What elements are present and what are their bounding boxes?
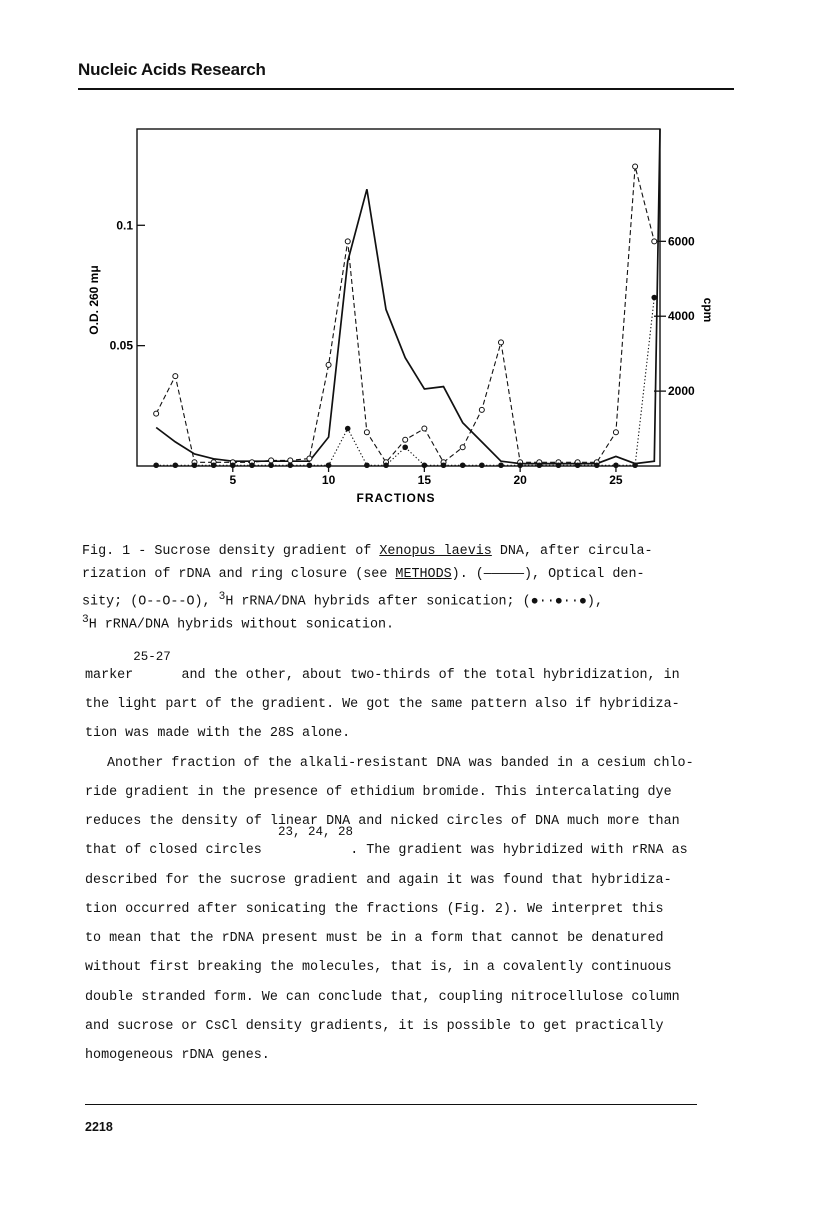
series-line-dashed: [156, 166, 654, 462]
caption-line: Fig. 1 - Sucrose density gradient of Xenopus laevis DNA, after circula-: [82, 544, 653, 559]
sucrose-gradient-figure: [0, 0, 816, 520]
filled-circle-point: [402, 444, 408, 450]
x-axis-label: FRACTIONS: [356, 491, 436, 505]
open-circle-point: [269, 458, 274, 463]
text-line: homogeneous rDNA genes.: [85, 1048, 270, 1063]
open-circle-point: [479, 407, 484, 412]
filled-circle-point: [345, 426, 351, 432]
text-line: reduces the density of linear DNA and nicked circles of DNA much more than: [85, 814, 680, 829]
figure-caption: [82, 540, 742, 632]
open-circle-point: [288, 458, 293, 463]
open-circle-point: [345, 239, 350, 244]
filled-circle-point: [249, 462, 255, 468]
open-circle-point: [326, 362, 331, 367]
x-tick-label: 20: [513, 473, 527, 487]
caption-line: sity; (O--O--O), $^3$H rRNA/DNA hybrids after sonication; (●··●··●),: [82, 591, 603, 610]
species-name: Xenopus laevis: [379, 544, 492, 559]
open-circle-point: [173, 374, 178, 379]
text-line: and sucrose or CsCl density gradients, it is possible to get practically: [85, 1019, 664, 1034]
y-left-tick-label: 0.1: [116, 218, 133, 233]
citation-superscript: 23, 24, 28: [278, 825, 354, 839]
filled-circle-point: [268, 462, 274, 468]
y-left-axis-label: O.D. 260 mμ: [87, 265, 101, 335]
y-right-tick-label: 6000: [668, 234, 695, 249]
filled-circle-point: [594, 462, 600, 468]
filled-circle-point: [364, 462, 370, 468]
methods-ref: METHODS: [395, 567, 452, 582]
filled-circle-point: [383, 462, 389, 468]
filled-circle-point: [192, 462, 198, 468]
open-circle-point: [307, 456, 312, 461]
caption-line: $^3$H rRNA/DNA hybrids without sonication.: [82, 614, 395, 633]
filled-circle-point: [230, 462, 236, 468]
y-right-tick-label: 2000: [668, 384, 695, 399]
filled-circle-point: [651, 295, 657, 301]
open-circle-point: [652, 239, 657, 244]
x-tick-label: 15: [417, 473, 432, 487]
filled-circle-point: [556, 462, 562, 468]
series-line-solid: [156, 129, 660, 464]
text-line: tion was made with the 28S alone.: [85, 726, 351, 741]
open-circle-point: [364, 430, 369, 435]
filled-circle-point: [422, 462, 428, 468]
open-circle-point: [154, 411, 159, 416]
filled-circle-point: [211, 462, 217, 468]
filled-circle-point: [498, 462, 504, 468]
journal-title: Nucleic Acids Research: [78, 60, 266, 79]
open-circle-point: [613, 430, 618, 435]
filled-circle-point: [632, 462, 638, 468]
filled-circle-point: [307, 462, 313, 468]
text-line: tion occurred after sonicating the fractions (Fig. 2). We interpret this: [85, 902, 664, 917]
filled-circle-point: [613, 462, 619, 468]
page-number: 2218: [85, 1120, 113, 1134]
open-circle-point: [422, 426, 427, 431]
x-tick-label: 10: [321, 473, 336, 487]
text-line: ride gradient in the presence of ethidium bromide. This intercalating dye: [85, 785, 672, 800]
x-tick-label: 25: [609, 473, 623, 487]
text-line: described for the sucrose gradient and again it was found that hybridiza-: [85, 873, 672, 888]
y-right-axis-label: cpm: [701, 297, 715, 323]
y-right-tick-label: 4000: [668, 309, 695, 324]
open-circle-point: [633, 164, 638, 169]
open-circle-point: [403, 437, 408, 442]
text-line: marker and the other, about two-thirds of the total hybridization, in: [85, 668, 680, 683]
open-circle-point: [498, 340, 503, 345]
caption-line: rization of rDNA and ring closure (see METHODS). (—————), Optical den-: [82, 567, 645, 582]
plot-frame: [137, 129, 660, 466]
filled-circle-point: [537, 462, 543, 468]
x-tick-label: 5: [229, 473, 237, 487]
filled-circle-point: [575, 462, 581, 468]
citation-superscript: 25-27: [133, 650, 171, 664]
filled-circle-point: [441, 462, 447, 468]
filled-circle-point: [173, 462, 179, 468]
text-line: the light part of the gradient. We got the same pattern also if hybridiza-: [85, 697, 680, 712]
paragraph-start: Another fraction of the alkali-resistant DNA was banded in a cesium chlo-: [107, 756, 694, 771]
text-line: to mean that the rDNA present must be in a form that cannot be denatured: [85, 931, 664, 946]
y-left-tick-label: 0.05: [109, 338, 133, 353]
text-line: without first breaking the molecules, that is, in a covalently continuous: [85, 960, 672, 975]
filled-circle-point: [326, 462, 332, 468]
open-circle-point: [460, 445, 465, 450]
filled-circle-point: [460, 462, 466, 468]
filled-circle-point: [479, 462, 485, 468]
text-line: double stranded form. We can conclude that, coupling nitrocellulose column: [85, 990, 680, 1005]
footer-rule: [85, 1104, 697, 1105]
filled-circle-point: [287, 462, 293, 468]
filled-circle-point: [153, 462, 159, 468]
filled-circle-point: [517, 462, 523, 468]
text-line: that of closed circles . The gradient was hybridized with rRNA as: [85, 843, 688, 858]
